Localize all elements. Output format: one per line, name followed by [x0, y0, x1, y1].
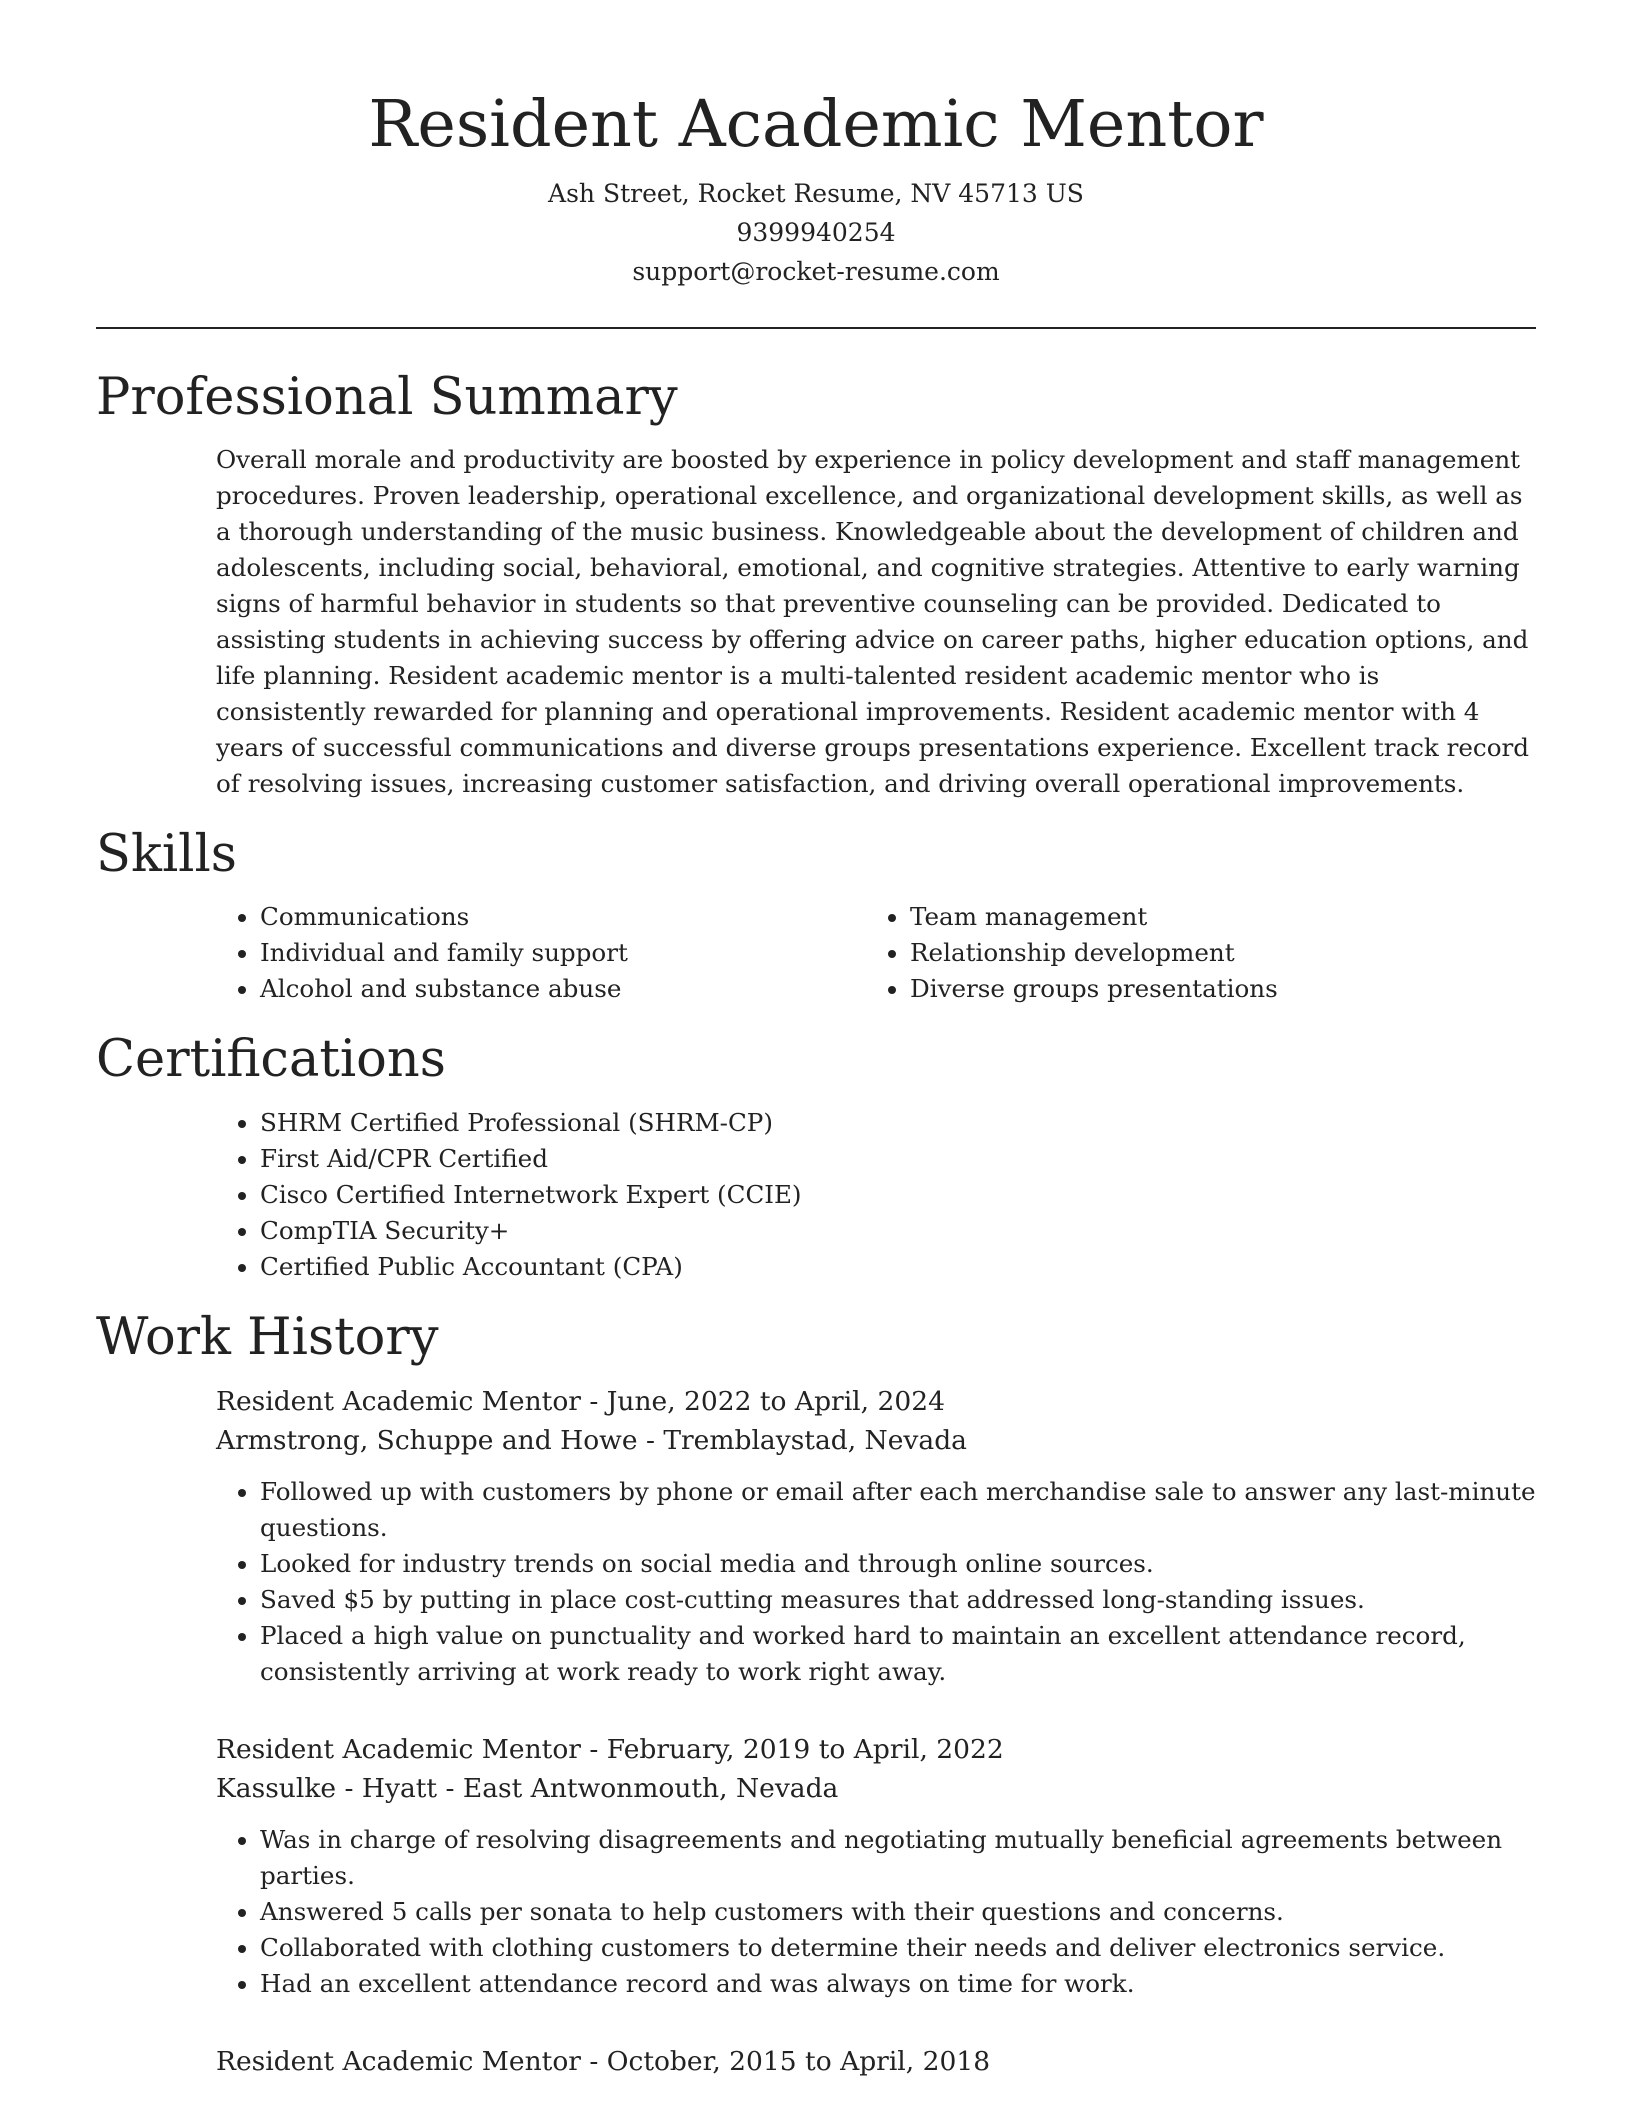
job-location: - Tremblaystad, Nevada [637, 1424, 967, 1456]
job-bullet: • Was in charge of resolving disagreements and negotiating mutually beneficial agreements between parties. [260, 1822, 1536, 1894]
skills-list-left [216, 899, 866, 1007]
skill-item: • Alcohol and substance abuse [260, 971, 866, 1007]
job-bullet: • Answered 5 calls per sonata to help customers with their questions and concerns. [260, 1894, 1536, 1930]
certification-item: • Certified Public Accountant (CPA) [260, 1249, 1536, 1285]
job-title-line [216, 2042, 1536, 2081]
job-dates: - October, 2015 to April, 2018 [580, 2045, 991, 2077]
job-title: Resident Academic Mentor [216, 1385, 581, 1417]
job-title-line [216, 1382, 1536, 1421]
job-bullet: • Placed a high value on punctuality and worked hard to maintain an excellent attendance record, consistently arriving at work ready to work right away. [260, 1618, 1536, 1690]
certification-item: • Cisco Certified Internetwork Expert (CCIE) [260, 1177, 1536, 1213]
job-dates: - February, 2019 to April, 2022 [580, 1733, 1004, 1765]
certification-item: • First Aid/CPR Certified [260, 1141, 1536, 1177]
work-history-heading: Work History [96, 1307, 439, 1367]
skill-item: • Relationship development [910, 935, 1516, 971]
job-entry [216, 1382, 1536, 1690]
job-bullet: • Had an excellent attendance record and was always on time for work. [260, 1966, 1536, 2002]
resume-header [96, 0, 1536, 291]
job-company-line [216, 1769, 1536, 1808]
email: support@rocket-resume.com [632, 257, 1000, 286]
header-divider [96, 327, 1536, 329]
summary-text: Overall morale and productivity are boosted by experience in policy development and staff management procedures. Proven leadership, operational excellence, and organizational development skills, as well as a thorough understanding of the music business. Knowledgeable about the development of children and adolescents, including social, behavioral, emotional, and cognitive strategies. Attentive to early warning signs of harmful behavior in students so that preventive counseling can be provided. Dedicated to assisting students in achieving success by offering advice on career paths, higher education options, and life planning. Resident academic mentor is a multi-talented resident academic mentor who is consistently rewarded for planning and operational improvements. Resident academic mentor with 4 years of successful communications and diverse groups presentations experience. Excellent track record of resolving issues, increasing customer satisfaction, and driving overall operational improvements. [216, 445, 1530, 799]
skills-list-right [866, 899, 1516, 1007]
job-bullet: • Followed up with customers by phone or email after each merchandise sale to answer any last-minute questions. [260, 1474, 1536, 1546]
contact-info [96, 174, 1536, 291]
job-company-line [216, 1421, 1536, 1460]
certifications-list [216, 1105, 1536, 1285]
skills-column-left [216, 899, 866, 1007]
job-bullets [216, 1474, 1536, 1690]
job-company: Kassulke - Hyatt [216, 1772, 438, 1804]
job-title: Resident Academic Mentor [216, 1733, 581, 1765]
skills-heading: Skills [96, 825, 237, 885]
job-bullet: • Saved $5 by putting in place cost-cutting measures that addressed long-standing issues. [260, 1582, 1536, 1618]
job-title-line [216, 1730, 1536, 1769]
job-bullet: • Collaborated with clothing customers to determine their needs and deliver electronics service. [260, 1930, 1536, 1966]
skill-item: • Communications [260, 899, 866, 935]
summary-section [216, 442, 1536, 802]
job-dates: - June, 2022 to April, 2024 [580, 1385, 945, 1417]
certification-item: • CompTIA Security+ [260, 1213, 1536, 1249]
work-history-section [216, 1382, 1536, 2081]
job-bullet: • Looked for industry trends on social media and through online sources. [260, 1546, 1536, 1582]
skill-item: • Diverse groups presentations [910, 971, 1516, 1007]
certification-item: • SHRM Certified Professional (SHRM-CP) [260, 1105, 1536, 1141]
job-entry [216, 2042, 1536, 2081]
summary-heading: Professional Summary [96, 368, 678, 427]
address: Ash Street, Rocket Resume, NV 45713 US [548, 179, 1084, 208]
certifications-section [216, 1105, 1536, 1285]
job-title: Resident Academic Mentor [216, 2045, 581, 2077]
job-entry [216, 1730, 1536, 2002]
certifications-heading: Certifications [96, 1030, 446, 1090]
resume-page [96, 0, 1536, 2081]
skill-item: • Individual and family support [260, 935, 866, 971]
skill-item: • Team management [910, 899, 1516, 935]
phone: 9399940254 [736, 218, 896, 247]
skills-column-right [866, 899, 1516, 1007]
resume-name: Resident Academic Mentor [368, 87, 1264, 162]
skills-grid [216, 899, 1536, 1007]
skills-section [216, 899, 1536, 1007]
job-company: Armstrong, Schuppe and Howe [216, 1424, 638, 1456]
job-bullets [216, 1822, 1536, 2002]
job-location: - East Antwonmouth, Nevada [437, 1772, 839, 1804]
